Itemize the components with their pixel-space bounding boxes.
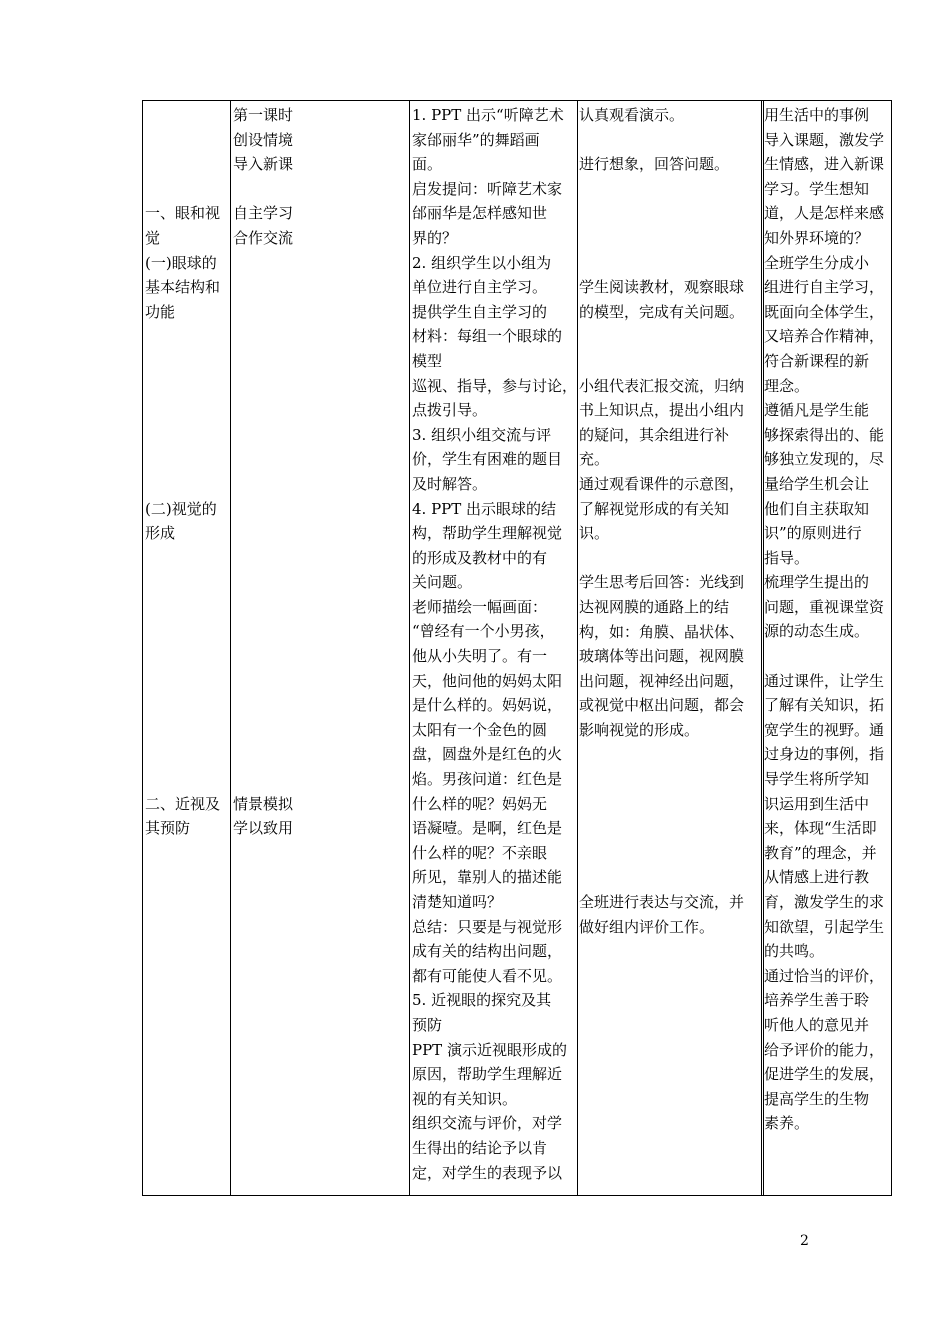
- text-line: 家邰丽华”的舞蹈画: [412, 130, 540, 149]
- text-line: 所见，靠别人的描述能: [412, 868, 563, 887]
- text-line: 2. 组织学生以小组为: [412, 253, 552, 272]
- text-line: 基本结构和: [145, 278, 221, 297]
- teacher-activity-block: [412, 103, 578, 1185]
- text-line: 及时解答。: [412, 474, 488, 493]
- text-line: 从情感上进行教: [764, 868, 870, 887]
- text-line: 小组代表汇报交流，归纳: [579, 376, 745, 395]
- text-line: 识。: [579, 524, 610, 543]
- text-line: 构，帮助学生理解视觉: [412, 524, 563, 543]
- student-activity-block: [579, 374, 769, 472]
- student-activity-block: [579, 570, 769, 742]
- text-line: 盘，圆盘外是红色的火: [412, 745, 563, 764]
- text-line: “曾经有一个小男孩，: [412, 622, 555, 641]
- topic-block: [145, 792, 229, 841]
- text-line: 关问题。: [412, 573, 473, 592]
- text-line: 理念。: [764, 376, 810, 395]
- text-line: 导学生将所学知: [764, 770, 870, 789]
- text-line: 学以致用: [233, 819, 294, 838]
- text-line: 1. PPT 出示“听障艺术: [412, 106, 564, 124]
- text-line: 5. 近视眼的探究及其: [412, 991, 552, 1010]
- text-line: 影响视觉的形成。: [579, 720, 700, 739]
- text-line: 或视觉中枢出问题，都会: [579, 696, 745, 715]
- text-line: 符合新课程的新: [764, 351, 870, 370]
- text-line: 提高学生的生物: [764, 1089, 870, 1108]
- text-line: 什么样的呢？妈妈无: [412, 794, 548, 813]
- text-line: 学生阅读教材，观察眼球: [579, 278, 745, 297]
- text-line: 是什么样的。妈妈说，: [412, 696, 563, 715]
- text-line: 模型: [412, 351, 443, 370]
- text-line: 通过观看课件的示意图，: [579, 475, 745, 493]
- text-line: 充。: [579, 450, 610, 469]
- text-line: 知欲望，引起学生: [764, 917, 885, 936]
- student-activity-block: [579, 152, 769, 177]
- text-line: 生得出的结论予以肯: [412, 1138, 548, 1157]
- text-line: 巡视、指导，参与讨论，: [412, 376, 578, 395]
- text-line: 创设情境: [233, 130, 294, 149]
- column-divider: [409, 101, 410, 1195]
- topic-block: [145, 497, 229, 546]
- text-line: 材料：每组一个眼球的: [412, 327, 563, 346]
- text-line: 识运用到生活中: [764, 794, 870, 813]
- text-line: (二)视觉的: [145, 499, 217, 518]
- text-line: 促进学生的发展，: [764, 1065, 885, 1084]
- stage-block: [233, 103, 408, 177]
- text-line: 知外界环境的？: [764, 228, 870, 247]
- text-line: 指导。: [764, 548, 810, 567]
- text-line: 导入新课: [233, 155, 294, 174]
- text-line: 够独立发现的，尽: [764, 450, 885, 469]
- text-line: PPT 演示近视眼形成的: [412, 1040, 567, 1059]
- text-line: 天，他问他的妈妈太阳: [412, 671, 563, 690]
- text-line: 二、近视及: [145, 794, 221, 813]
- text-line: 道，人是怎样来感: [764, 204, 885, 223]
- text-line: 形成: [145, 524, 176, 543]
- text-line: 玻璃体等出问题，视网膜: [579, 647, 745, 666]
- text-line: 用生活中的事例: [764, 106, 870, 124]
- text-line: 听他人的意见并: [764, 1015, 870, 1034]
- text-line: 认真观看演示。: [579, 106, 685, 124]
- text-line: 组织交流与评价，对学: [412, 1114, 563, 1133]
- text-line: 自主学习: [233, 204, 294, 223]
- text-line: 第一课时: [233, 106, 294, 124]
- text-line: 通过课件，让学生: [764, 671, 885, 690]
- text-line: 原因，帮助学生理解近: [412, 1065, 563, 1084]
- text-line: 学习。学生想知: [764, 179, 870, 198]
- text-line: 太阳有一个金色的圆: [412, 720, 548, 739]
- text-line: 教育”的理念，并: [764, 843, 877, 862]
- text-line: 价，学生有困难的题目: [412, 450, 563, 469]
- text-line: 源的动态生成。: [764, 622, 870, 641]
- text-line: [764, 644, 892, 669]
- text-line: 宽学生的视野。通: [764, 720, 885, 739]
- text-line: (一)眼球的: [145, 253, 217, 272]
- text-line: 老师描绘一幅画面：: [412, 597, 548, 616]
- text-line: 合作交流: [233, 228, 294, 247]
- student-activity-block: [579, 275, 769, 324]
- text-line: 提供学生自主学习的: [412, 302, 548, 321]
- text-line: 素养。: [764, 1114, 810, 1133]
- stage-block: [233, 201, 408, 250]
- text-line: 一、眼和视: [145, 204, 221, 223]
- text-line: 的共鸣。: [764, 942, 825, 961]
- text-line: 功能: [145, 302, 176, 321]
- lesson-plan-table: [142, 100, 892, 1196]
- text-line: 邰丽华是怎样感知世: [412, 204, 548, 223]
- text-line: 问题，重视课堂资: [764, 597, 885, 616]
- student-activity-block: [579, 103, 769, 128]
- text-line: 总结：只要是与视觉形: [412, 917, 563, 936]
- text-line: 其预防: [145, 819, 191, 838]
- text-line: 梳理学生提出的: [764, 573, 870, 592]
- text-line: 做好组内评价工作。: [579, 917, 715, 936]
- text-line: 界的？: [412, 228, 458, 247]
- text-line: 全班学生分成小: [764, 253, 870, 272]
- text-line: 量给学生机会让: [764, 474, 870, 493]
- text-line: 他从小失明了。有一: [412, 647, 548, 666]
- text-line: 达视网膜的通路上的结: [579, 597, 730, 616]
- text-line: 书上知识点，提出小组内: [579, 401, 745, 420]
- column-divider: [230, 101, 231, 1195]
- text-line: 进行想象，回答问题。: [579, 155, 730, 174]
- text-line: 构，如：角膜、晶状体、: [579, 622, 745, 641]
- text-line: 通过恰当的评价，: [764, 966, 885, 985]
- text-line: 面。: [412, 155, 443, 174]
- text-line: 的形成及教材中的有: [412, 548, 548, 567]
- design-intent-block: [764, 103, 892, 1136]
- text-line: 成有关的结构出问题，: [412, 942, 563, 961]
- text-line: 单位进行自主学习。: [412, 278, 548, 297]
- text-line: 导入课题，激发学: [764, 130, 885, 149]
- text-line: 都有可能使人看不见。: [412, 966, 563, 985]
- text-line: 育，激发学生的求: [764, 893, 885, 911]
- topic-block: [145, 201, 229, 324]
- text-line: 清楚知道吗？: [412, 893, 503, 911]
- text-line: 给予评价的能力，: [764, 1040, 885, 1059]
- text-line: 的疑问，其余组进行补: [579, 425, 730, 444]
- text-line: 组进行自主学习，: [764, 278, 885, 297]
- text-line: 焰。男孩问道：红色是: [412, 770, 563, 789]
- student-activity-block: [579, 472, 769, 546]
- text-line: 定，对学生的表现予以: [412, 1163, 563, 1182]
- text-line: 4. PPT 出示眼球的结: [412, 499, 557, 518]
- text-line: 视的有关知识。: [412, 1089, 518, 1108]
- text-line: 3. 组织小组交流与评: [412, 425, 552, 444]
- page-number: 2: [800, 1233, 809, 1249]
- student-activity-block: [579, 890, 769, 939]
- text-line: 过身边的事例，指: [764, 745, 885, 764]
- text-line: 觉: [145, 228, 161, 247]
- text-line: 识”的原则进行: [764, 524, 862, 543]
- text-line: 他们自主获取知: [764, 499, 870, 518]
- text-line: 了解有关知识，拓: [764, 696, 885, 715]
- text-line: 什么样的呢？不亲眼: [412, 843, 548, 862]
- text-line: 预防: [412, 1015, 443, 1034]
- text-line: 启发提问：听障艺术家: [412, 179, 563, 198]
- stage-block: [233, 792, 408, 841]
- text-line: 来，体现“生活即: [764, 819, 877, 838]
- text-line: 够探索得出的、能: [764, 425, 885, 444]
- text-line: 学生思考后回答：光线到: [579, 573, 745, 592]
- text-line: 全班进行表达与交流，并: [579, 893, 745, 912]
- text-line: 培养学生善于聆: [764, 991, 870, 1010]
- text-line: 点拨引导。: [412, 401, 488, 420]
- text-line: 情景模拟: [233, 794, 294, 813]
- text-line: 遵循凡是学生能: [764, 401, 870, 420]
- text-line: 又培养合作精神，: [764, 327, 885, 346]
- text-line: 既面向全体学生，: [764, 302, 885, 321]
- text-line: 生情感，进入新课: [764, 155, 885, 174]
- text-line: 出问题，视神经出问题，: [579, 671, 745, 690]
- text-line: 了解视觉形成的有关知: [579, 499, 730, 518]
- text-line: 的模型，完成有关问题。: [579, 302, 745, 321]
- text-line: 语凝噎。是啊，红色是: [412, 819, 563, 838]
